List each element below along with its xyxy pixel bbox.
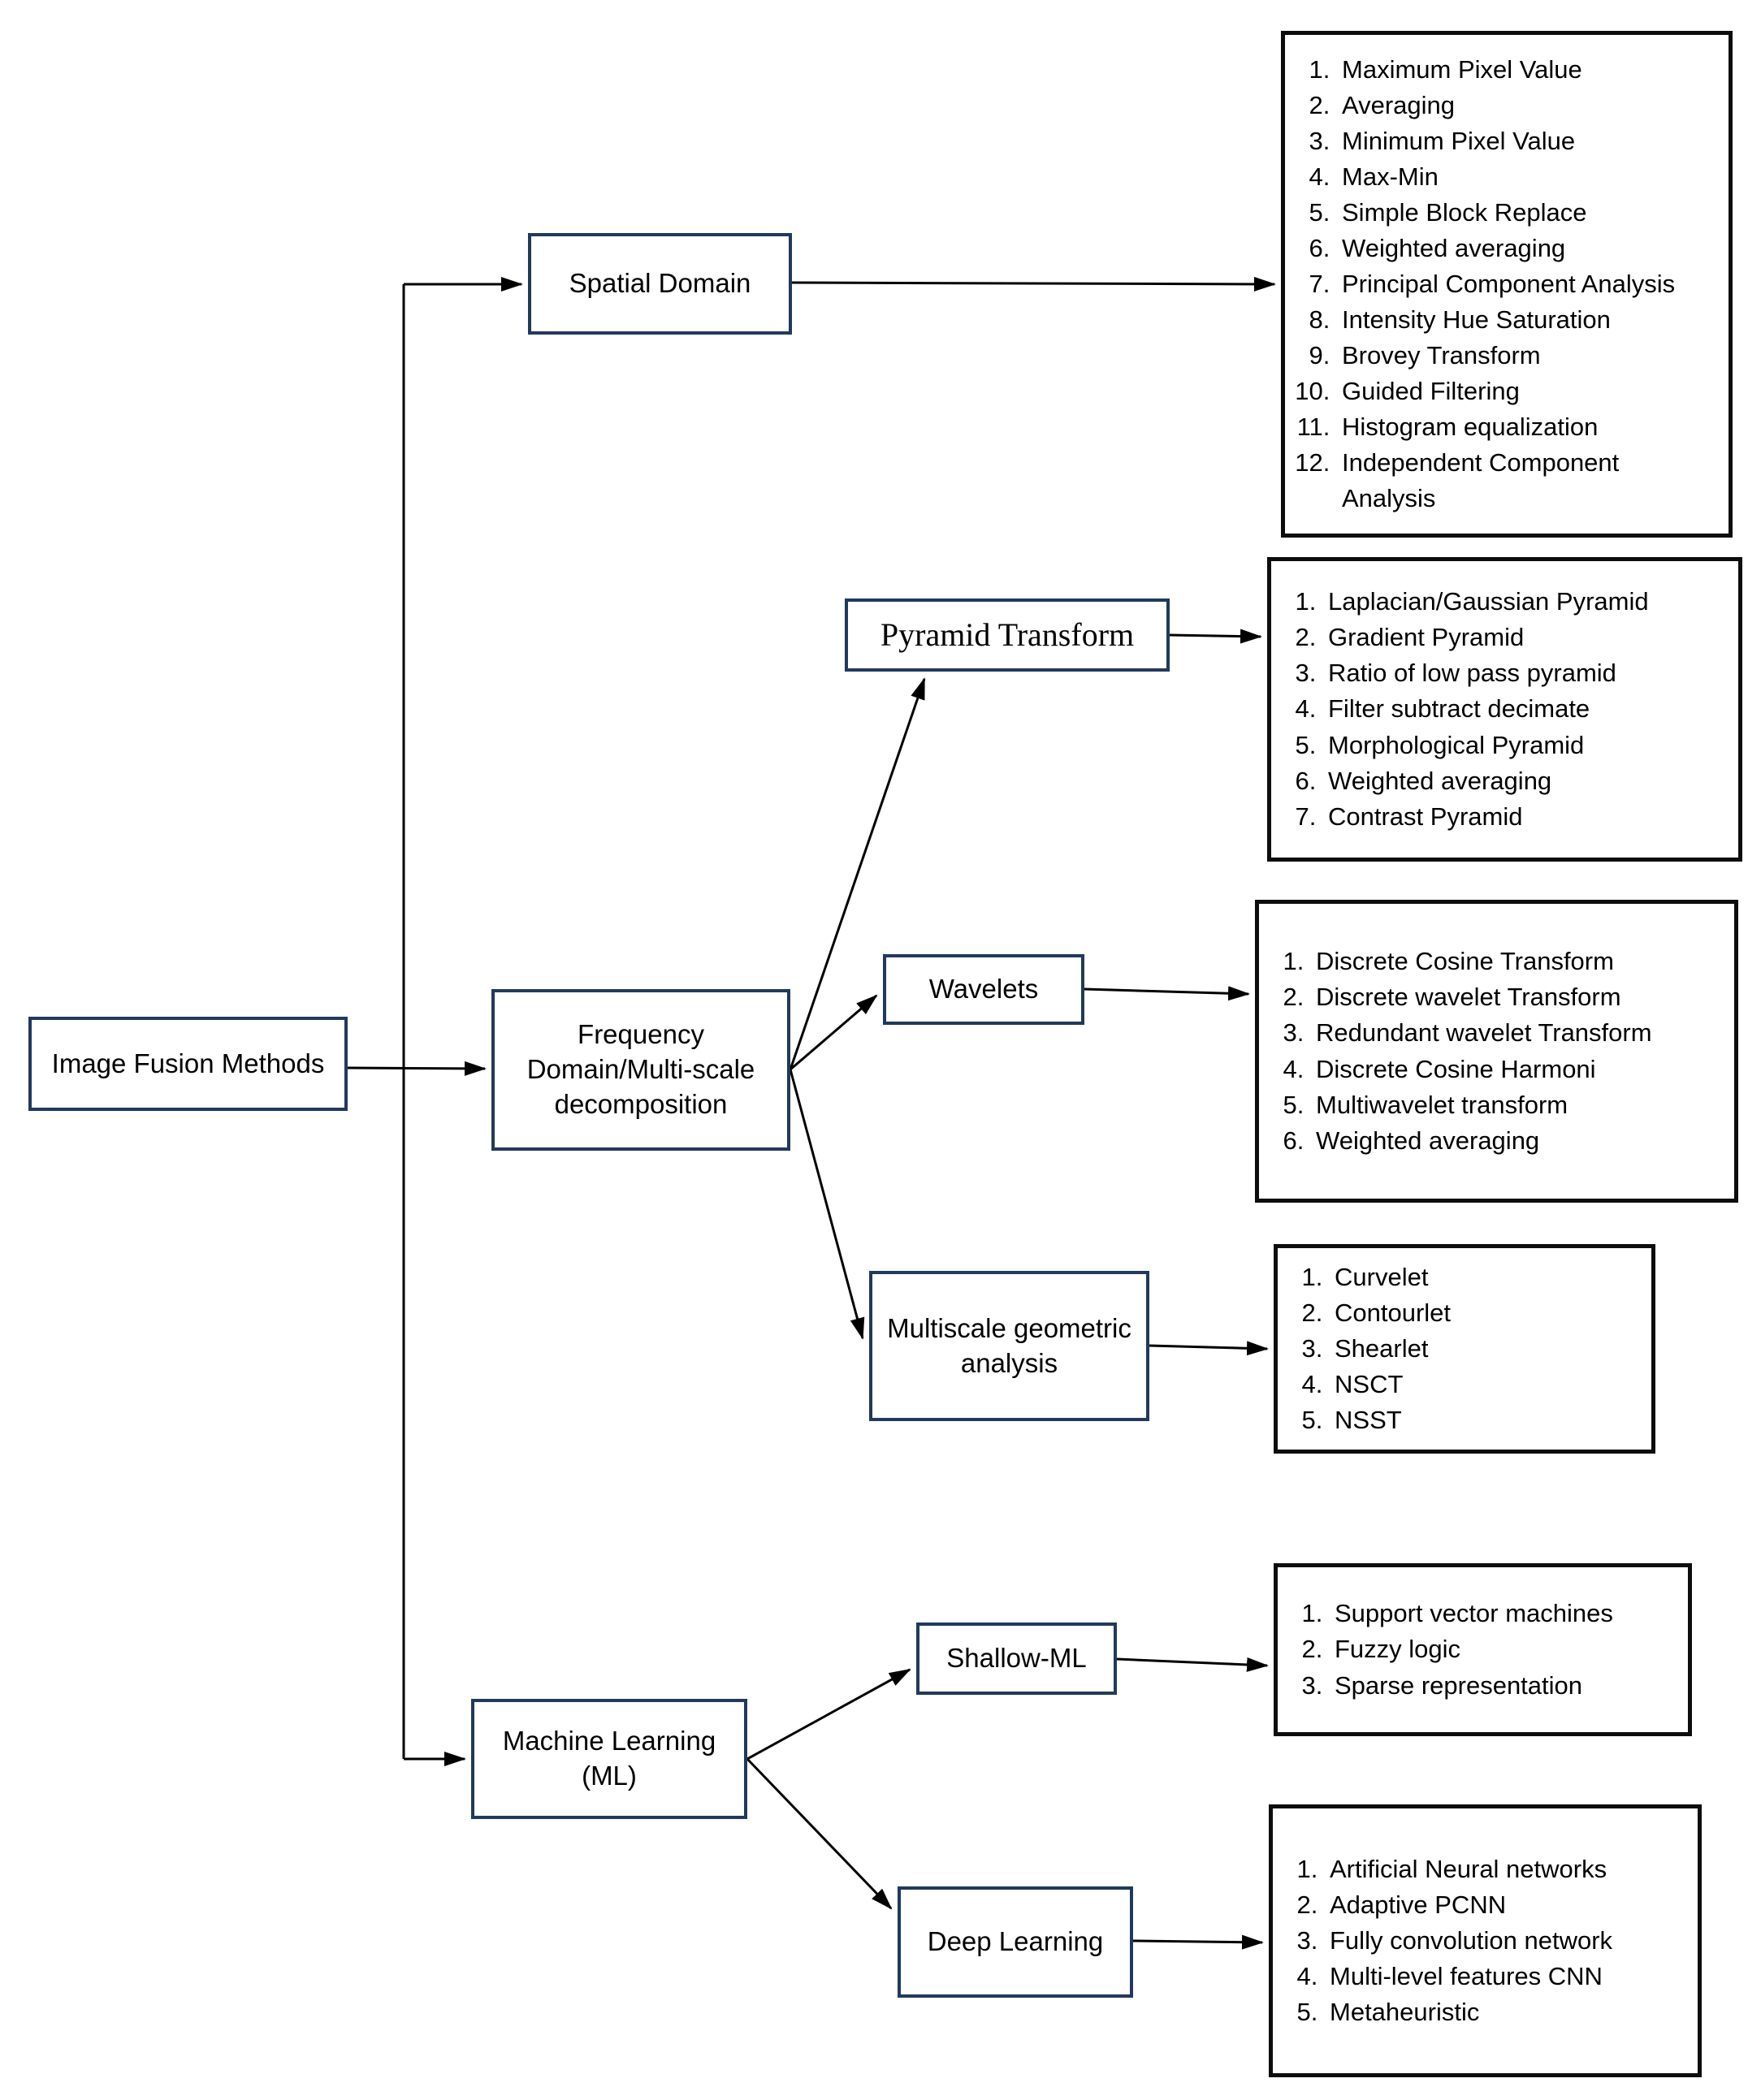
- list-item: 10. Guided Filtering: [1337, 374, 1712, 409]
- list-item: 6. Weighted averaging: [1323, 763, 1722, 799]
- list-item: 3. Minimum Pixel Value: [1337, 123, 1712, 159]
- pyramid-transform-node: Pyramid Transform: [845, 598, 1170, 672]
- list-item: 9. Brovey Transform: [1337, 338, 1712, 374]
- spatial-methods-items: [1285, 52, 1729, 516]
- list-item: 2. Contourlet: [1330, 1295, 1635, 1331]
- list-item: 4. Discrete Cosine Harmoni: [1311, 1052, 1718, 1087]
- list-item: 1. Discrete Cosine Transform: [1311, 944, 1718, 979]
- list-item: 1. Support vector machines: [1330, 1596, 1672, 1631]
- list-item: 3. Sparse representation: [1330, 1668, 1672, 1704]
- list-item: 2. Fuzzy logic: [1330, 1631, 1672, 1667]
- list-item: 11. Histogram equalization: [1337, 409, 1712, 445]
- list-item: 6. Weighted averaging: [1311, 1123, 1718, 1159]
- list-item: 1. Artificial Neural networks: [1325, 1852, 1681, 1887]
- shallow-methods-items: [1278, 1596, 1688, 1703]
- deep-methods-items: [1273, 1852, 1698, 2030]
- list-item: 2. Gradient Pyramid: [1323, 620, 1722, 655]
- list-item: 1. Maximum Pixel Value: [1337, 52, 1712, 88]
- line-deep-to-list: [1133, 1941, 1262, 1942]
- list-item: 1. Curvelet: [1330, 1260, 1635, 1295]
- list-item: 5. NSST: [1330, 1402, 1635, 1438]
- line-pyramid-to-list: [1170, 635, 1261, 637]
- list-item: 5. Multiwavelet transform: [1311, 1087, 1718, 1123]
- shallow-ml-node: Shallow-ML: [916, 1623, 1117, 1695]
- line-mga-to-list: [1149, 1346, 1267, 1349]
- list-item: 4. Multi-level features CNN: [1325, 1959, 1681, 1994]
- frequency-domain-node: Frequency Domain/Multi-scale decomposition: [491, 989, 790, 1151]
- list-item: 3. Redundant wavelet Transform: [1311, 1015, 1718, 1051]
- spatial-methods-list: [1281, 31, 1733, 538]
- list-item: 5. Morphological Pyramid: [1323, 728, 1722, 763]
- line-root-to-frequency: [348, 1068, 485, 1069]
- spatial-domain-node: Spatial Domain: [528, 233, 792, 335]
- list-item: 3. Shearlet: [1330, 1331, 1635, 1367]
- list-item: 4. Max-Min: [1337, 159, 1712, 195]
- wavelet-methods-items: [1259, 944, 1734, 1158]
- list-item: 1. Laplacian/Gaussian Pyramid: [1323, 584, 1722, 620]
- root-node: Image Fusion Methods: [28, 1017, 348, 1111]
- list-item: 7. Principal Component Analysis: [1337, 266, 1712, 302]
- list-item: 8. Intensity Hue Saturation: [1337, 302, 1712, 338]
- deep-learning-node: Deep Learning: [898, 1886, 1133, 1998]
- list-item: 5. Simple Block Replace: [1337, 195, 1712, 231]
- line-spatial-to-list: [792, 283, 1274, 284]
- line-wavelets-to-list: [1084, 989, 1248, 994]
- wavelet-methods-list: [1255, 900, 1738, 1203]
- pyramid-methods-list: [1267, 557, 1742, 862]
- mga-methods-list: [1274, 1244, 1655, 1454]
- wavelets-node: Wavelets: [883, 954, 1084, 1025]
- list-item: 4. Filter subtract decimate: [1323, 691, 1722, 727]
- machine-learning-node: Machine Learning (ML): [471, 1699, 747, 1819]
- list-item: 12. Independent Component Analysis: [1337, 445, 1712, 516]
- list-item: 2. Adaptive PCNN: [1325, 1887, 1681, 1923]
- deep-methods-list: [1269, 1804, 1702, 2077]
- line-frequency-to-mga: [790, 1069, 863, 1338]
- pyramid-methods-items: [1271, 584, 1738, 834]
- line-ml-to-deep: [747, 1759, 891, 1908]
- multiscale-geometric-node: Multiscale geometric analysis: [869, 1271, 1149, 1421]
- mga-methods-items: [1278, 1260, 1651, 1438]
- list-item: 2. Discrete wavelet Transform: [1311, 979, 1718, 1015]
- list-item: 3. Ratio of low pass pyramid: [1323, 655, 1722, 691]
- line-shallow-to-list: [1117, 1659, 1267, 1666]
- line-ml-to-shallow: [747, 1670, 910, 1759]
- list-item: 5. Metaheuristic: [1325, 1994, 1681, 2030]
- list-item: 3. Fully convolution network: [1325, 1923, 1681, 1959]
- list-item: 4. NSCT: [1330, 1367, 1635, 1402]
- list-item: 7. Contrast Pyramid: [1323, 799, 1722, 835]
- list-item: 2. Averaging: [1337, 88, 1712, 123]
- list-item: 6. Weighted averaging: [1337, 231, 1712, 266]
- shallow-methods-list: [1274, 1563, 1692, 1736]
